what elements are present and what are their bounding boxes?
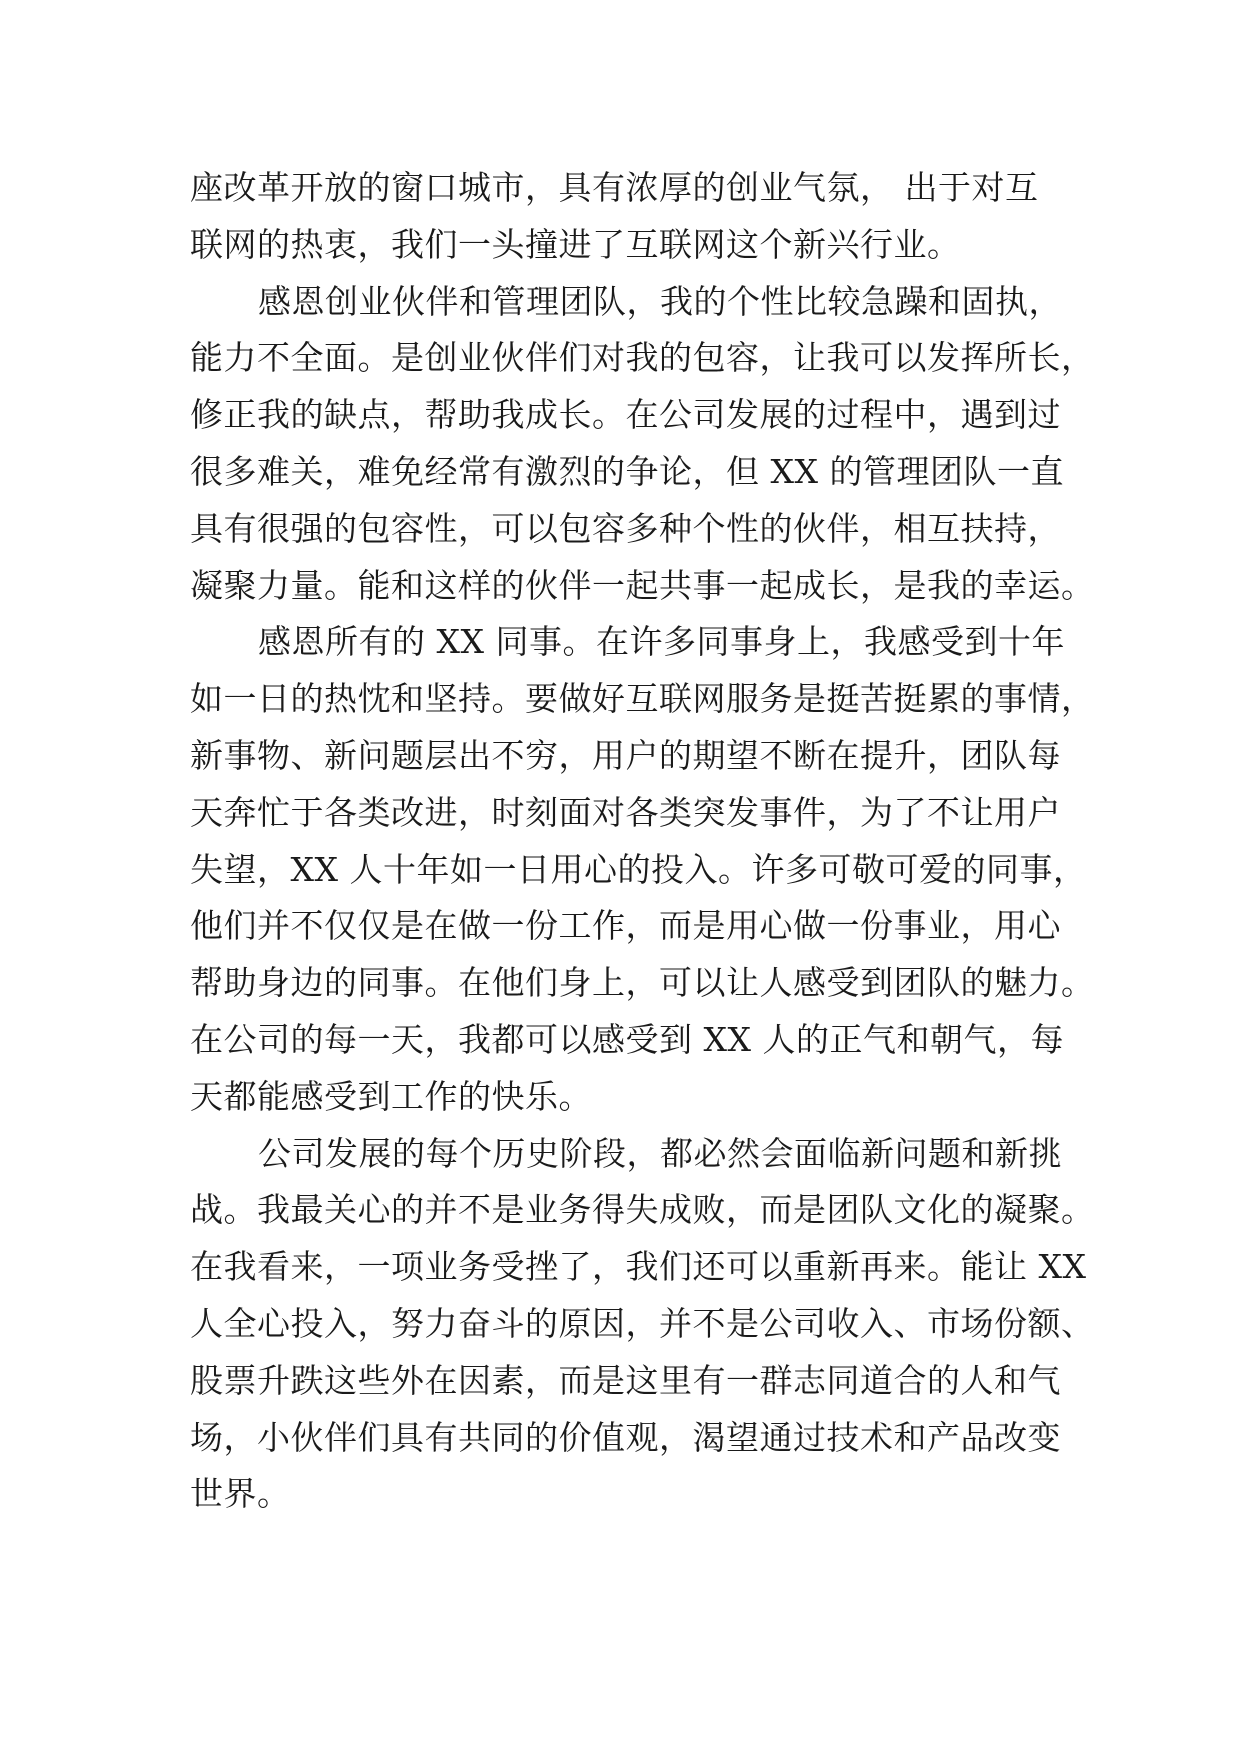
text-line: 人全心投入，努力奋斗的原因，并不是公司收入、市场份额、: [190, 1303, 1095, 1343]
text-line: 如一日的热忱和坚持。要做好互联网服务是挺苦挺累的事情，: [190, 679, 1095, 719]
text-line: 失望，XX 人十年如一日用心的投入。许多可敬可爱的同事，: [190, 849, 1087, 889]
text-line: 帮助身边的同事。在他们身上，可以让人感受到团队的魅力。: [190, 963, 1095, 1003]
text-line: 场，小伙伴们具有共同的价值观，渴望通过技术和产品改变: [190, 1417, 1061, 1457]
text-line: 在我看来，一项业务受挫了，我们还可以重新再来。能让 XX: [190, 1247, 1087, 1287]
text-line: 感恩所有的 XX 同事。在许多同事身上，我感受到十年: [258, 622, 1065, 662]
text-line: 他们并不仅仅是在做一份工作，而是用心做一份事业，用心: [190, 906, 1061, 946]
text-line: 天奔忙于各类改进，时刻面对各类突发事件，为了不让用户: [190, 792, 1061, 832]
text-line: 具有很强的包容性，可以包容多种个性的伙伴，相互扶持，: [190, 508, 1061, 548]
body-text: [190, 160, 1095, 1523]
text-line: 公司发展的每个历史阶段，都必然会面临新问题和新挑: [258, 1133, 1062, 1173]
paragraph-2: [190, 274, 1095, 615]
text-line: 战。我最关心的并不是业务得失成败，而是团队文化的凝聚。: [190, 1190, 1095, 1230]
text-line: 感恩创业伙伴和管理团队，我的个性比较急躁和固执，: [258, 281, 1062, 321]
text-line: 世界。: [190, 1474, 291, 1514]
text-line: 座改革开放的窗口城市，具有浓厚的创业气氛， 出于对互: [190, 168, 1039, 207]
text-line: 凝聚力量。能和这样的伙伴一起共事一起成长，是我的幸运。: [190, 565, 1095, 605]
text-line: 能力不全面。是创业伙伴们对我的包容，让我可以发挥所长，: [190, 338, 1095, 378]
paragraph-3: [190, 614, 1095, 1125]
text-line: 联网的热衷，我们一头撞进了互联网这个新兴行业。: [190, 224, 961, 264]
text-line: 天都能感受到工作的快乐。: [190, 1076, 592, 1116]
text-line: 在公司的每一天，我都可以感受到 XX 人的正气和朝气，每: [190, 1019, 1064, 1059]
text-line: 新事物、新问题层出不穷，用户的期望不断在提升，团队每: [190, 735, 1061, 775]
paragraph-4: [190, 1126, 1095, 1524]
text-line: 很多难关，难免经常有激烈的争论，但 XX 的管理团队一直: [190, 451, 1064, 491]
text-line: 修正我的缺点，帮助我成长。在公司发展的过程中，遇到过: [190, 395, 1061, 435]
text-line: 股票升跌这些外在因素，而是这里有一群志同道合的人和气: [190, 1360, 1061, 1400]
paragraph-1: [190, 160, 1060, 274]
